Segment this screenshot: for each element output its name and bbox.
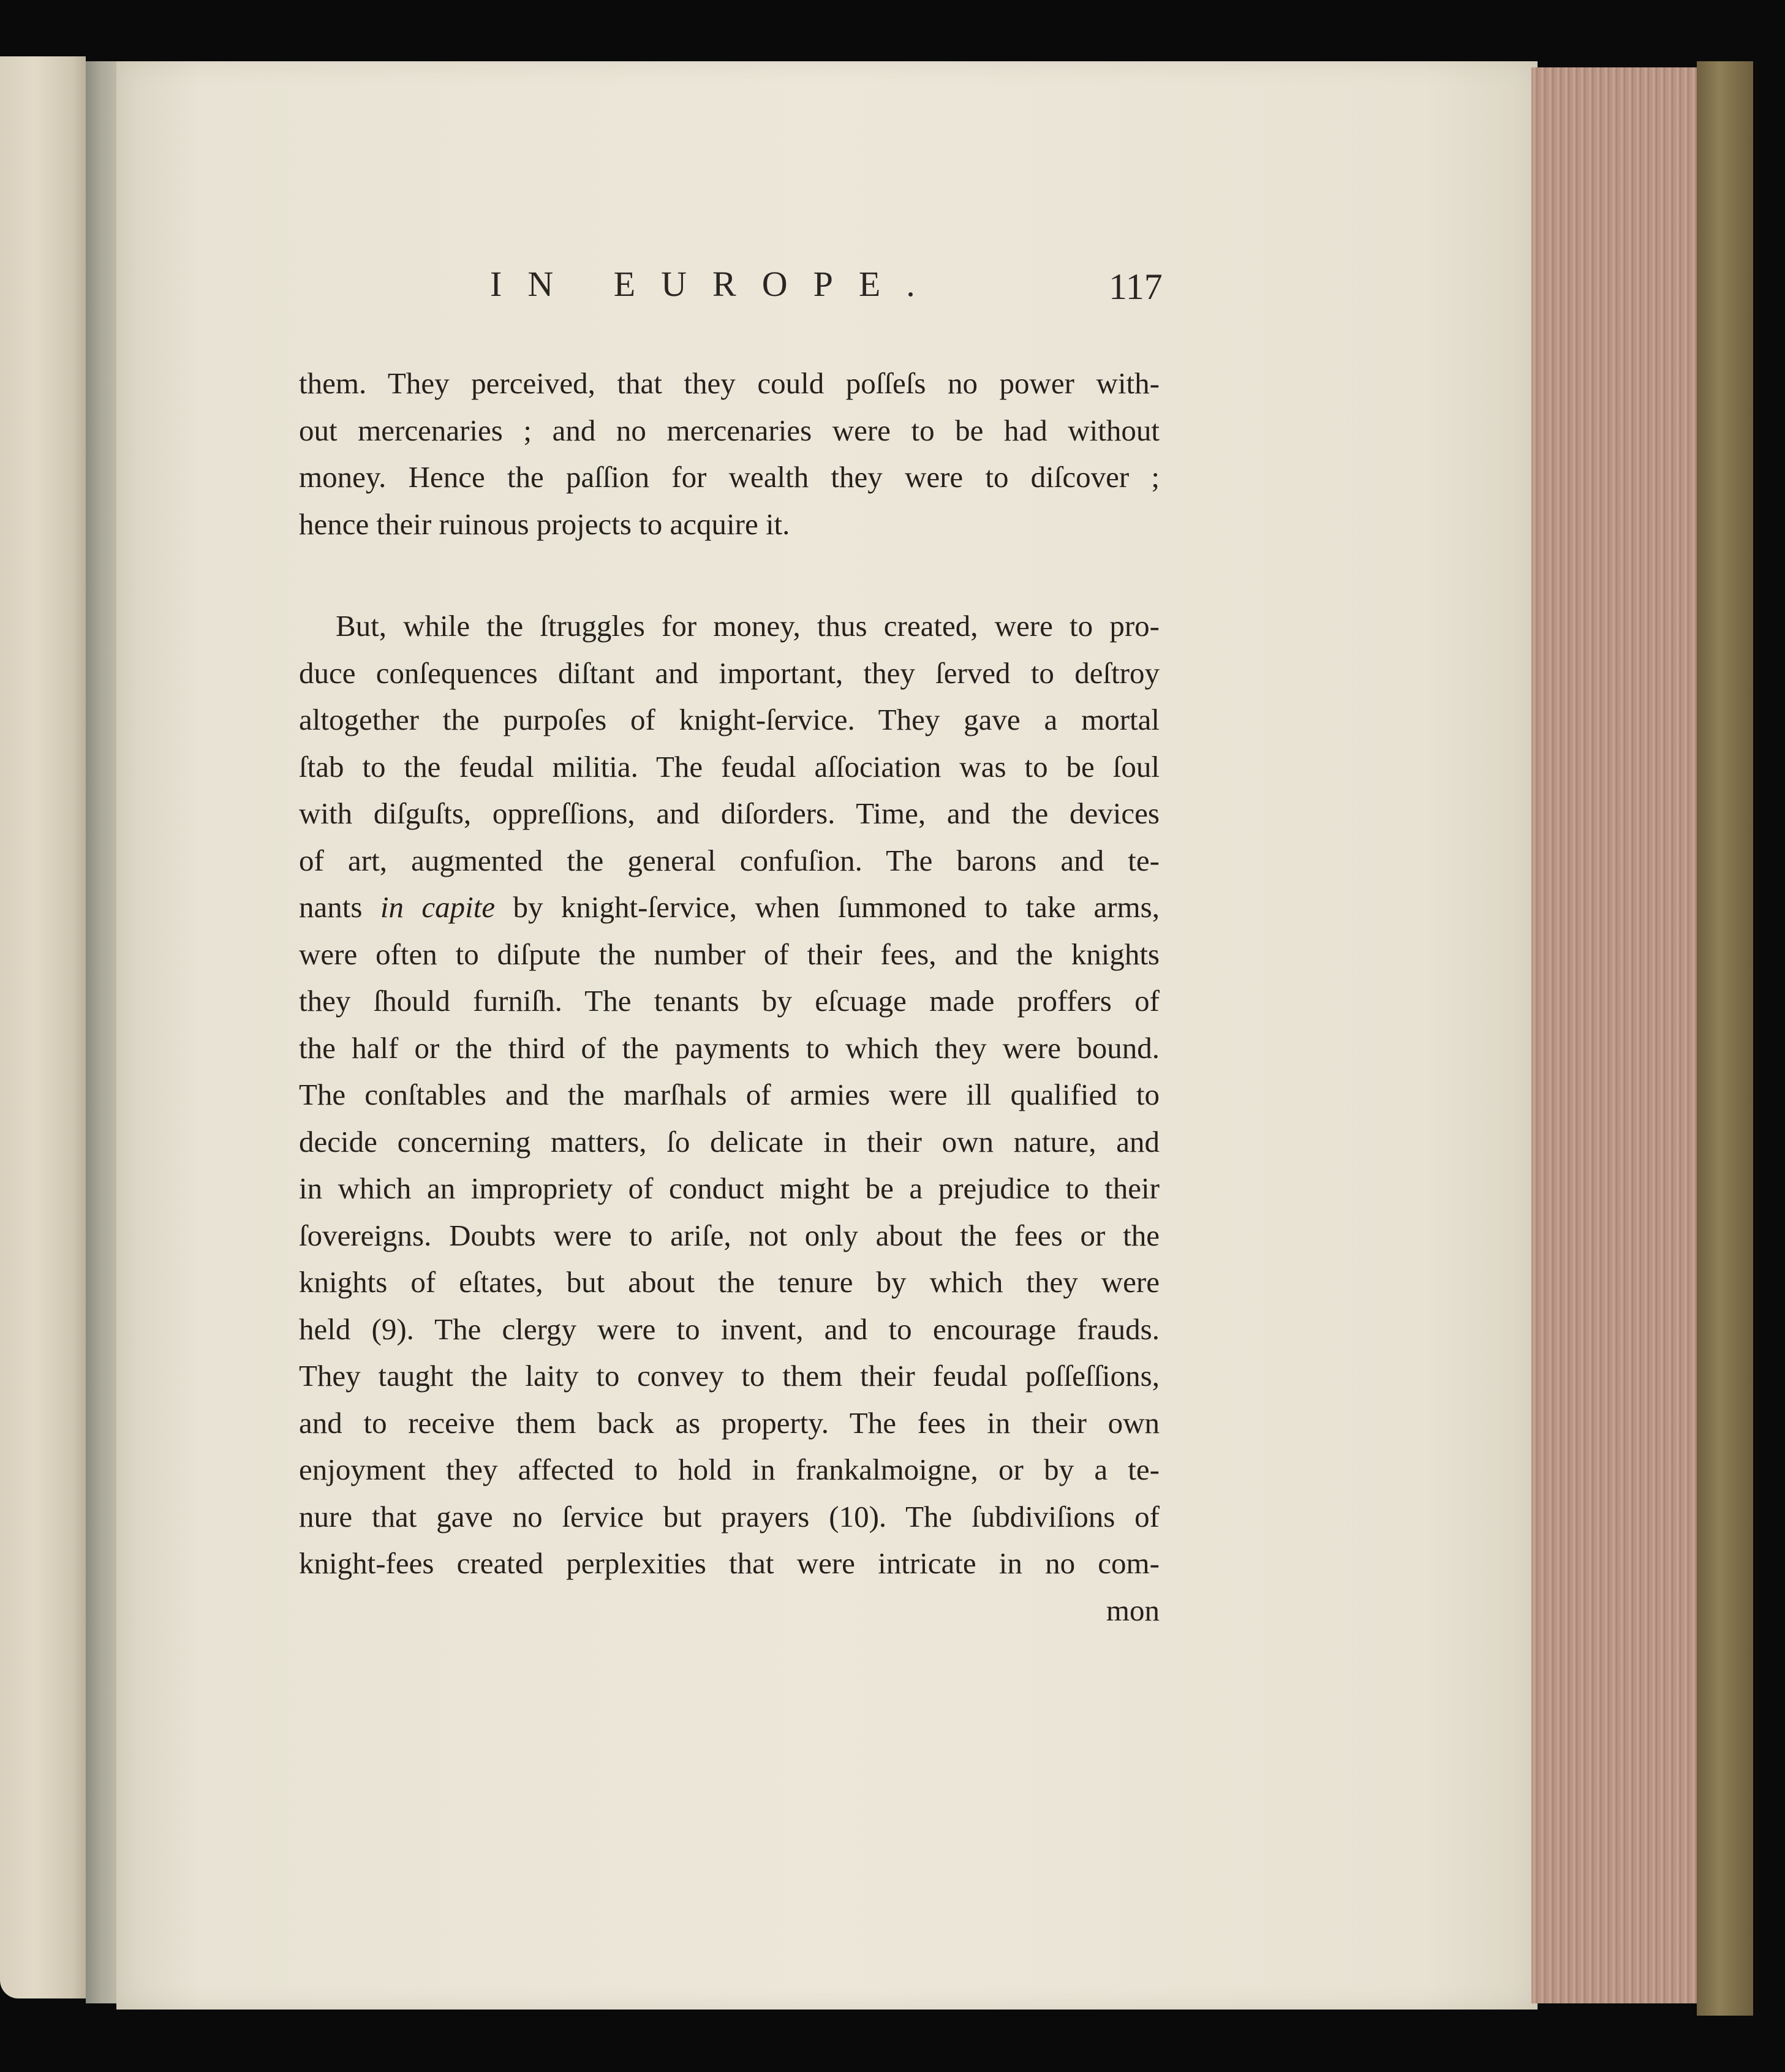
- left-page-edge: [0, 56, 86, 1998]
- text-line: nure that gave no ſervice but prayers (10). The ſubdiviſions of: [299, 1499, 1160, 1533]
- text-line: and to receive them back as property. The fees in their own: [299, 1405, 1160, 1440]
- text-line: knight-fees created perplexities that were intricate in no com-: [299, 1546, 1160, 1580]
- text-fragment: by knight-ſervice, when ſummoned to take arms,: [495, 890, 1160, 924]
- text-line: ſovereigns. Doubts were to ariſe, not only about the fees or the: [299, 1218, 1160, 1252]
- text-line: were often to diſpute the number of their fees, and the knights: [299, 937, 1160, 971]
- text-line: ſtab to the feudal militia. The feudal aſſociation was to be ſoul: [299, 749, 1160, 784]
- running-head: IN EUROPE.: [490, 264, 941, 304]
- page-block-edges: [1531, 67, 1697, 2003]
- text-line: hence their ruinous projects to acquire it.: [299, 507, 790, 541]
- page-number: 117: [1109, 267, 1163, 307]
- text-line: knights of eſtates, but about the tenure by which they were: [299, 1265, 1160, 1299]
- text-line: held (9). The clergy were to invent, and to encourage frauds.: [299, 1312, 1160, 1346]
- catchword: mon: [1106, 1593, 1160, 1627]
- paragraph-1: [299, 360, 1160, 548]
- text-line: out mercenaries ; and no mercenaries were to be had without: [299, 413, 1160, 447]
- paragraph-2: [299, 603, 1160, 1587]
- text-line: with diſguſts, oppreſſions, and diſorders. Time, and the devices: [299, 796, 1160, 830]
- text-line: the half or the third of the payments to which they were bound.: [299, 1030, 1160, 1065]
- text-line: in which an impropriety of conduct might be a prejudice to their: [299, 1171, 1160, 1205]
- text-line: of art, augmented the general confuſion. The barons and te-: [299, 843, 1160, 877]
- paragraph-gap: [299, 548, 1160, 603]
- text-line: they ſhould furniſh. The tenants by eſcuage made proffers of: [299, 984, 1160, 1018]
- book-cover-edge: [1697, 61, 1753, 2016]
- text-fragment: nants: [299, 890, 380, 924]
- text-line: They taught the laity to convey to them their feudal poſſeſſions,: [299, 1359, 1160, 1393]
- text-line: enjoyment they affected to hold in frankalmoigne, or by a te-: [299, 1453, 1160, 1486]
- text-line: duce conſequences diſtant and important, they ſerved to deſtroy: [299, 656, 1160, 690]
- text-line: But, while the ſtruggles for money, thus created, were to pro-: [336, 609, 1160, 643]
- italic-phrase: in capite: [380, 890, 496, 924]
- text-line: money. Hence the paſſion for wealth they were to diſcover ;: [299, 460, 1160, 494]
- page-header: [490, 263, 1164, 331]
- text-line: altogether the purpoſes of knight-ſervice. They gave a mortal: [299, 703, 1160, 736]
- text-line-with-italic: [299, 884, 1160, 931]
- text-line: The conſtables and the marſhals of armies were ill qualified to: [299, 1078, 1160, 1111]
- text-line: them. They perceived, that they could poſſeſs no power with-: [299, 366, 1160, 400]
- text-line: decide concerning matters, ſo delicate in their own nature, and: [299, 1124, 1160, 1159]
- body-text: [299, 360, 1160, 1634]
